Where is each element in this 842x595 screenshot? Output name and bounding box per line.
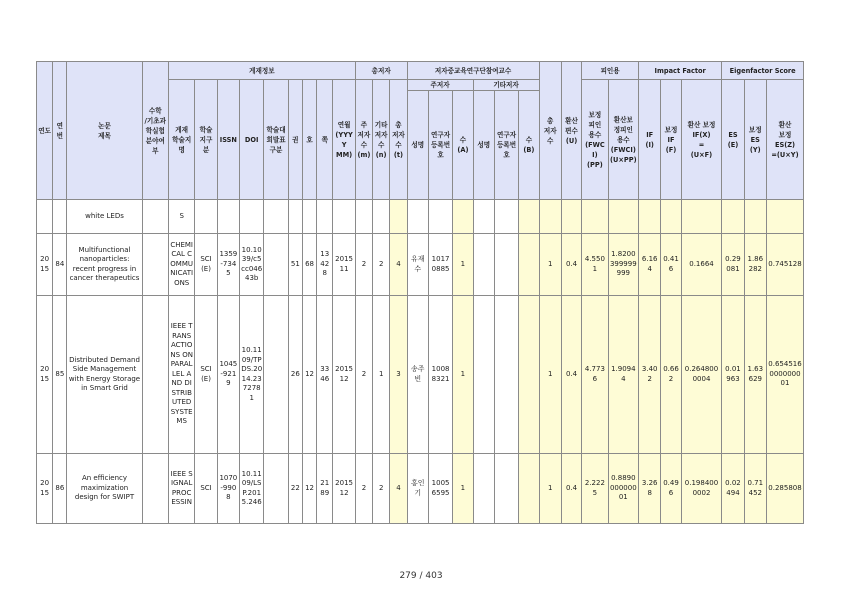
hdr-total-part: 총 저자 수 [539, 62, 561, 200]
hdr-es: ES (E) [722, 80, 744, 200]
hdr-group-es: Eigenfactor Score [722, 62, 804, 80]
hdr-if-adj: 보정 IF (F) [661, 80, 681, 200]
hdr-group-impact-cit: 피인용 [582, 62, 639, 80]
hdr-fwci: 보정 피인 용수 (FWC I) (PP) [582, 80, 608, 200]
hdr-group-authors: 총저자 [355, 62, 407, 80]
hdr-other-cnt: 기타 저자 수 (n) [373, 80, 390, 200]
hdr-conv: 환산 편수 (U) [561, 62, 581, 200]
hdr-group-if: Impact Factor [639, 62, 722, 80]
hdr-no: 연번 [53, 62, 67, 200]
hdr-fwci-conv: 환산보 정피인 용수 (FWCI) (U×PP) [608, 80, 638, 200]
hdr-es-conv: 환산 보정 ES(Z) =(U×Y) [766, 80, 803, 200]
hdr-main-cnt: 주 저자 수 (m) [355, 80, 372, 200]
hdr-doi: DOI [240, 80, 264, 200]
paper-title: Multifunctional nanoparticles: recent progress in cancer therapeutics [67, 234, 142, 296]
hdr-pages: 쪽 [317, 80, 333, 200]
hdr-name1: 성명 [407, 91, 428, 200]
hdr-cnt1: 수 (A) [453, 91, 473, 200]
table-row: 2015 85 Distributed Demand Side Management with Energy Storage in Smart Grid IEEE TRANSACTIONS ON PARALLEL AND DISTRIBUTED SYSTEMS SCI(E) 1045-9219 10.1109/TPDS.2014.2372781 26 12 3346 201512 2 1 3 송주빈 10088321 1 1 0.4 4.7736 1.90944 3.402 0.662 0.2648000004 0.01963 1.63629 0.654516000000001 [37, 296, 804, 454]
research-table [36, 61, 804, 524]
journal-name: IEEE TRANSACTIONS ON PARALLEL AND DISTRIBUTED SYSTEMS [168, 296, 194, 454]
paper-title: white LEDs [67, 200, 142, 234]
hdr-year: 연도 [37, 62, 53, 200]
table-row [37, 200, 804, 234]
hdr-name2: 성명 [473, 91, 494, 200]
hdr-issue: 호 [302, 80, 316, 200]
hdr-reg1: 연구자 등록번 호 [428, 91, 452, 200]
table-row: 2015 84 Multifunctional nanoparticles: recent progress in cancer therapeutics CHEMICAL COMMUNICATIONS SCI(E) 1359-7345 10.1039/c5cc04643b 51 68 13428 201511 2 2 4 유재수 10170885 1 1 0.4 4.5501 1.8200399999999 6.164 0.416 0.1664 0.29081 1.86282 0.745128 [37, 234, 804, 296]
hdr-total-cnt: 총 저자 수 (t) [390, 80, 407, 200]
journal-name: CHEMICAL COMMUNICATIONS [168, 234, 194, 296]
hdr-group-pub: 게재정보 [168, 62, 355, 80]
hdr-db: 학술대 회발표 구분 [264, 80, 288, 200]
paper-title: Distributed Demand Side Management with Energy Storage in Smart Grid [67, 296, 142, 454]
page-number: 279 / 403 [399, 571, 443, 581]
hdr-date: 연월 (YYYY MM) [333, 80, 355, 200]
table-row: 2015 86 An efficiency maximization design for SWIPT IEEE SIGNAL PROCESSIN SCI 1070-9908 10.1109/LSP.2015.246 22 12 2189 201512 2 2 4 홍인기 10056595 1 1 0.4 2.2225 0.889000000001 3.268 0.496 0.1984000002 0.02494 0.71452 0.285808 [37, 454, 804, 524]
journal-name: S [168, 200, 194, 234]
journal-name: IEEE SIGNAL PROCESSIN [168, 454, 194, 524]
hdr-group-participants: 저자중교육연구단참여교수 [407, 62, 539, 80]
hdr-if: IF (I) [639, 80, 661, 200]
hdr-if-conv: 환산 보정 IF(X) = (U×F) [681, 80, 722, 200]
hdr-reg2: 연구자 등록번 호 [494, 91, 518, 200]
paper-title: An efficiency maximization design for SWIPT [67, 454, 142, 524]
hdr-sub-other-author: 기타저자 [473, 80, 539, 91]
hdr-field: 수학 /기초과 학실험 분야여 부 [142, 62, 168, 200]
hdr-journal: 게재 학술지 명 [168, 80, 194, 200]
hdr-title: 논문 제목 [67, 62, 142, 200]
hdr-journal-type: 학술 지구 분 [195, 80, 217, 200]
hdr-vol: 권 [288, 80, 302, 200]
hdr-cnt2: 수 (B) [519, 91, 539, 200]
hdr-es-adj: 보정 ES (Y) [744, 80, 766, 200]
hdr-issn: ISSN [217, 80, 239, 200]
hdr-sub-main-author: 주저자 [407, 80, 473, 91]
